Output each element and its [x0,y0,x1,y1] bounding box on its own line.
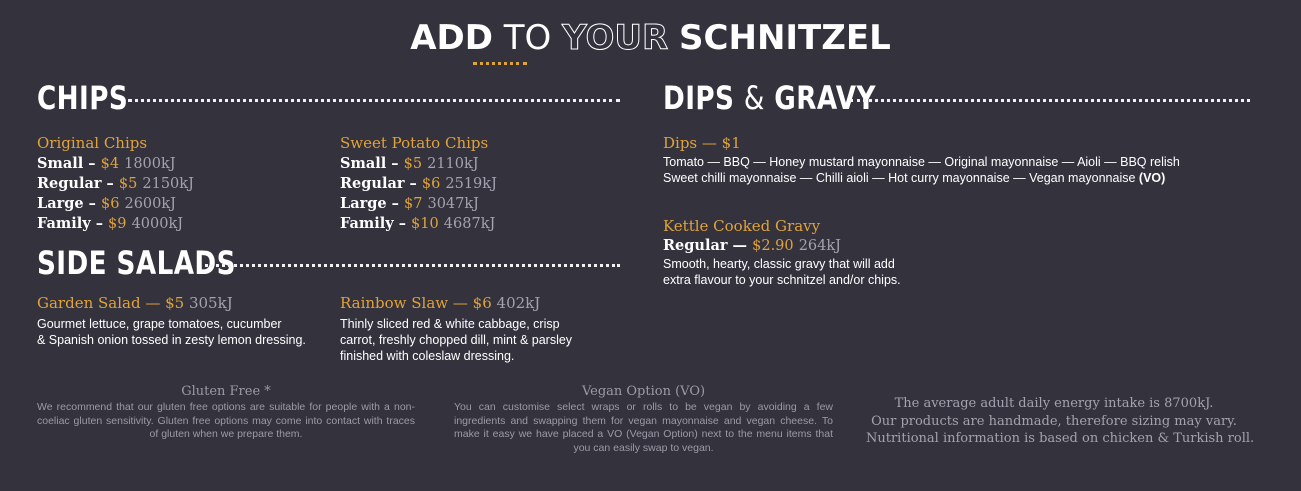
original-chips-regular: Regular – $5 2150kJ [37,175,194,192]
title-word-add: ADD [410,18,493,58]
sweet-potato-chips-block [340,134,497,234]
rainbow-slaw-desc-3: finished with coleslaw dressing. [340,349,515,363]
energy-line-1: The average adult daily energy intake is 8700kJ. [894,396,1214,411]
dips-block [663,134,1180,186]
sweet-chips-small: Small – $5 2110kJ [340,155,479,172]
garden-salad-desc-1: Gourmet lettuce, grape tomatoes, cucumber [37,317,282,331]
chips-heading: CHIPS [37,79,129,117]
original-chips-large: Large – $6 2600kJ [37,195,176,212]
rainbow-slaw-desc-1: Thinly sliced red & white cabbage, crisp [340,317,560,331]
sweet-chips-family: Family – $10 4687kJ [340,215,496,232]
sweet-chips-large: Large – $7 3047kJ [340,195,479,212]
rainbow-slaw-desc-2: carrot, freshly chopped dill, mint & parsley [340,333,573,347]
title-word-schnitzel: SCHNITZEL [679,18,891,58]
dips-list-line-1: Tomato — BBQ — Honey mustard mayonnaise — Original mayonnaise — Aioli — BBQ relish [663,155,1180,169]
original-chips-title: Original Chips [37,134,148,152]
dips-dotted-rule [850,99,1250,102]
energy-line-2: Our products are handmade, therefore sizing may vary. [871,413,1237,429]
dips-list-line-2: Sweet chilli mayonnaise — Chilli aioli — Hot curry mayonnaise — Vegan mayonnaise (VO) [663,171,1166,185]
side-salads-heading: SIDE SALADS [37,244,236,282]
sweet-potato-chips-title: Sweet Potato Chips [340,134,489,152]
sweet-chips-regular: Regular – $6 2519kJ [340,175,497,192]
gravy-block [663,217,901,288]
gravy-desc-1: Smooth, hearty, classic gravy that will add [663,257,895,271]
rainbow-slaw-title: Rainbow Slaw — $6 402kJ [340,294,541,312]
title-word-your: YOUR [562,18,669,58]
gravy-title: Kettle Cooked Gravy [663,217,821,235]
vegan-option-body: You can customise select wraps or rolls to be vegan by avoiding a few ingredients and swapping them for vegan mayonnaise and vegan cheese. To make it easy we have placed a VO (Vegan Option) next to the menu items that you can easily swap to vegan. [454,401,833,454]
garden-salad-desc-2: & Spanish onion tossed in zesty lemon dressing. [37,333,306,347]
gluten-free-note [37,384,415,442]
title-underline-dots [473,62,527,65]
vegan-option-note [454,384,833,455]
garden-salad-block [37,294,306,348]
energy-line-3: Nutritional information is based on chicken & Turkish roll. [866,431,1255,446]
gravy-desc-2: extra flavour to your schnitzel and/or chips. [663,273,901,287]
energy-note [866,395,1255,448]
page-title [0,18,1301,58]
chips-dotted-rule [128,99,620,102]
vegan-option-title: Vegan Option (VO) [581,384,706,399]
original-chips-small: Small – $4 1800kJ [37,155,176,172]
gluten-free-body: We recommend that our gluten free options are suitable for people with a non-coeliac gluten sensitivity. Gluten free options may come into contact with traces of gluten when we prepare them. [37,401,415,440]
gluten-free-title: Gluten Free * [181,384,271,399]
original-chips-family: Family – $9 4000kJ [37,215,184,232]
dips-title: Dips — $1 [663,134,741,152]
dips-gravy-heading: DIPS & GRAVY [663,79,876,117]
title-word-to: TO [503,18,552,58]
gravy-regular: Regular — $2.90 264kJ [663,237,841,254]
original-chips-block [37,134,194,234]
garden-salad-title: Garden Salad — $5 305kJ [37,294,233,312]
salads-dotted-rule [205,264,620,267]
rainbow-slaw-block [340,294,572,364]
